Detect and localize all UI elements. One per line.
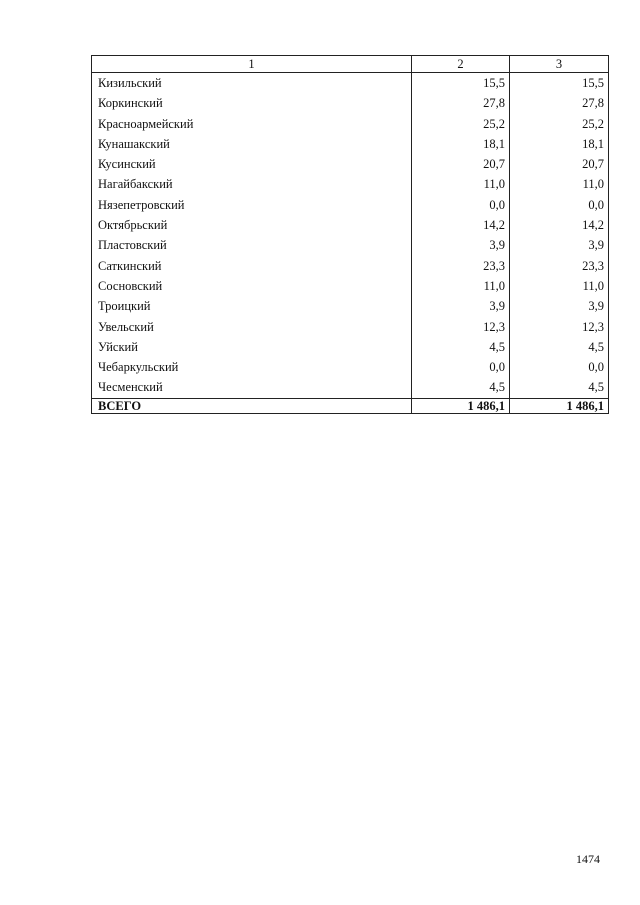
table-row	[92, 93, 609, 113]
table-row	[92, 337, 609, 357]
column-header: 1	[92, 56, 412, 73]
district-name-cell: Кусинский	[92, 154, 412, 174]
table-row	[92, 357, 609, 377]
value-cell: 14,2	[510, 215, 609, 235]
table-body	[92, 73, 609, 399]
value-cell: 12,3	[412, 317, 510, 337]
total-row	[92, 398, 609, 413]
table-row	[92, 256, 609, 276]
value-cell: 4,5	[510, 337, 609, 357]
district-name-cell: Пластовский	[92, 235, 412, 255]
value-cell: 3,9	[510, 235, 609, 255]
value-cell: 4,5	[412, 377, 510, 398]
value-cell: 27,8	[510, 93, 609, 113]
table-row	[92, 215, 609, 235]
district-name-cell: Уйский	[92, 337, 412, 357]
table-row	[92, 296, 609, 316]
district-name-cell: Коркинский	[92, 93, 412, 113]
district-name-cell: Увельский	[92, 317, 412, 337]
value-cell: 0,0	[412, 357, 510, 377]
table-row	[92, 114, 609, 134]
district-name-cell: Нязепетровский	[92, 195, 412, 215]
table-row	[92, 195, 609, 215]
value-cell: 15,5	[412, 73, 510, 94]
district-table	[91, 55, 609, 414]
value-cell: 27,8	[412, 93, 510, 113]
page-number: 1474	[576, 852, 600, 866]
value-cell: 3,9	[412, 235, 510, 255]
table-row	[92, 154, 609, 174]
district-name-cell: Кизильский	[92, 73, 412, 94]
table-row	[92, 317, 609, 337]
district-name-cell: Нагайбакский	[92, 174, 412, 194]
table-row	[92, 235, 609, 255]
value-cell: 14,2	[412, 215, 510, 235]
district-name-cell: Троицкий	[92, 296, 412, 316]
column-header: 3	[510, 56, 609, 73]
district-name-cell: Кунашакский	[92, 134, 412, 154]
district-name-cell: Сосновский	[92, 276, 412, 296]
value-cell: 20,7	[412, 154, 510, 174]
value-cell: 11,0	[510, 276, 609, 296]
value-cell: 11,0	[412, 174, 510, 194]
value-cell: 25,2	[510, 114, 609, 134]
column-header: 2	[412, 56, 510, 73]
district-name-cell: Красноармейский	[92, 114, 412, 134]
value-cell: 4,5	[510, 377, 609, 398]
table-row	[92, 174, 609, 194]
value-cell: 18,1	[510, 134, 609, 154]
total-label: ВСЕГО	[92, 398, 412, 413]
value-cell: 20,7	[510, 154, 609, 174]
value-cell: 25,2	[412, 114, 510, 134]
value-cell: 0,0	[412, 195, 510, 215]
table-row	[92, 134, 609, 154]
table-row	[92, 73, 609, 94]
table-row	[92, 276, 609, 296]
value-cell: 11,0	[412, 276, 510, 296]
value-cell: 23,3	[510, 256, 609, 276]
total-value: 1 486,1	[510, 398, 609, 413]
value-cell: 12,3	[510, 317, 609, 337]
value-cell: 11,0	[510, 174, 609, 194]
value-cell: 3,9	[510, 296, 609, 316]
value-cell: 4,5	[412, 337, 510, 357]
district-name-cell: Саткинский	[92, 256, 412, 276]
value-cell: 23,3	[412, 256, 510, 276]
value-cell: 0,0	[510, 195, 609, 215]
value-cell: 18,1	[412, 134, 510, 154]
district-name-cell: Чебаркульский	[92, 357, 412, 377]
district-name-cell: Октябрьский	[92, 215, 412, 235]
district-name-cell: Чесменский	[92, 377, 412, 398]
value-cell: 15,5	[510, 73, 609, 94]
header-row	[92, 56, 609, 73]
table-row	[92, 377, 609, 398]
value-cell: 3,9	[412, 296, 510, 316]
value-cell: 0,0	[510, 357, 609, 377]
total-value: 1 486,1	[412, 398, 510, 413]
